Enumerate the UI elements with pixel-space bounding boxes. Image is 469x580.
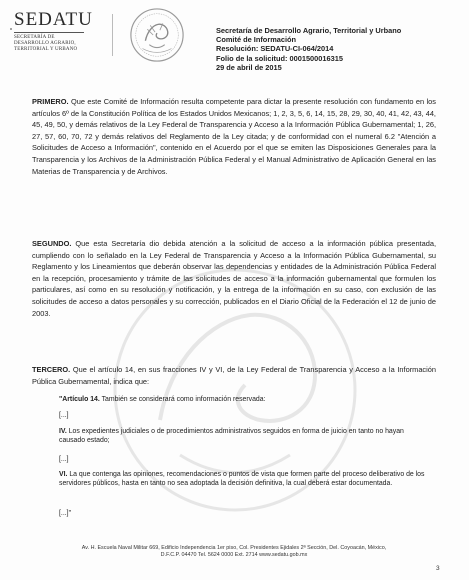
- fraccion-iv-label: IV.: [59, 428, 67, 435]
- page-number: 3: [436, 565, 440, 572]
- header-folio: Folio de la solicitud: 0001500016315: [216, 53, 343, 63]
- paragraph-tercero: [32, 364, 436, 387]
- logo-subtitle-2: DESARROLLO AGRARIO,: [14, 41, 76, 46]
- footer-line-1: Av. H. Escuela Naval Militar 669, Edificio Independencia 1er piso, Col. Presidentes Ejidales 2ª Sección, Del. Coyoacán, México,: [81, 545, 387, 551]
- fraccion-vi-text: La que contenga las opiniones, recomendaciones o puntos de vista que formen parte del proceso deliberativo de los servidores públicos, hasta en tanto no sea adoptada la decisión definitiva, la cual deberá estar documentada.: [59, 471, 425, 487]
- resolution-header: [216, 26, 461, 72]
- header-divider: [112, 14, 113, 56]
- logo-rule: [14, 32, 84, 33]
- quote-fraccion-vi: [59, 471, 429, 488]
- quote-ellipsis-3: [...]": [59, 510, 72, 517]
- footer-line-2: D.F.C.P. 04470 Tel. 5624 0000 Ext. 2714 www.sedatu.gob.mx: [160, 552, 308, 558]
- header-fecha: 29 de abril de 2015: [216, 62, 282, 72]
- article-intro: También se considerará como información reservada:: [99, 396, 266, 403]
- logo-subtitle-1: SECRETARÍA DE: [14, 35, 55, 40]
- quote-fraccion-iv: [59, 428, 429, 445]
- quote-article-14: [59, 396, 429, 405]
- logo-subtitle-3: TERRITORIAL Y URBANO: [14, 47, 78, 52]
- primero-label: PRIMERO.: [32, 97, 69, 106]
- paragraph-segundo: [32, 238, 436, 319]
- fraccion-vi-label: VI.: [59, 471, 68, 478]
- tercero-label: TERCERO.: [32, 365, 71, 374]
- logo-wordmark: SEDATU: [14, 9, 93, 30]
- header-comite: Comité de Información: [216, 35, 297, 45]
- quote-ellipsis-1: [...]: [59, 412, 69, 419]
- sedatu-logo: [14, 10, 94, 53]
- segundo-text: Que esta Secretaría dio debida atención a la solicitud de acceso a la información pública presentada, cumpliendo con lo señalado en la Ley Federal de Transparencia y Acceso a la Información Pública Gubernamental, su Reglamento y los Lineamientos que deberán observar las dependencias y entidades de la Administración Pública Federal en la recepción, procesamiento y trámite de las solicitudes de acceso a la información gubernamental que formulen los particulares, así como en su resolución y notificación, y la entrega de la información en su caso, con exclusión de las solicitudes de acceso a datos personales y su corrección, publicados en el Diario Oficial de la Federación el 12 de junio de 2003.: [32, 239, 436, 318]
- header-resolucion: Resolución: SEDATU-CI-064/2014: [216, 44, 334, 54]
- footer-address: [34, 545, 434, 559]
- article-label: "Artículo 14.: [59, 396, 100, 403]
- header-secretaria: Secretaría de Desarrollo Agrario, Territorial y Urbano: [216, 26, 402, 35]
- fraccion-iv-text: Los expedientes judiciales o de procedimientos administrativos seguidos en forma de juicio en tanto no hayan causado estado;: [59, 428, 404, 444]
- tercero-text: Que el artículo 14, en sus fracciones IV y VI, de la Ley Federal de Transparencia y Acceso a la Información Pública Gubernamental, indica que:: [32, 365, 436, 386]
- paragraph-primero: [32, 96, 436, 177]
- segundo-label: SEGUNDO.: [32, 239, 72, 248]
- quote-ellipsis-2: [...]: [59, 456, 69, 463]
- primero-text: Que este Comité de Información resulta competente para dictar la presente resolución con fundamento en los artículos 6º de la Constitución Política de los Estados Unidos Mexicanos; 1, 2, 3, 5, 6, 14, 15, 28, 29, 30, 40, 41, 42, 43, 44, 45, 49, 50, y demás relativos de la Ley Federal de Transparencia y Acceso a la Información Pública Gubernamental; 1, 26, 27, 57, 60, 70, 72 y demás relativos del Reglamento de la Ley citada; y de conformidad con el numeral 6.2 "Atención a Solicitudes de Acceso a Información", contenido en el Acuerdo por el que se emiten las Disposiciones Generales para la Transparencia y los Archivos de la Administración Pública Federal y el Manual Administrativo de Aplicación General en las Materias de Transparencia y de Archivos.: [32, 97, 436, 176]
- national-seal-icon: [128, 6, 186, 64]
- scan-speck: [10, 28, 12, 30]
